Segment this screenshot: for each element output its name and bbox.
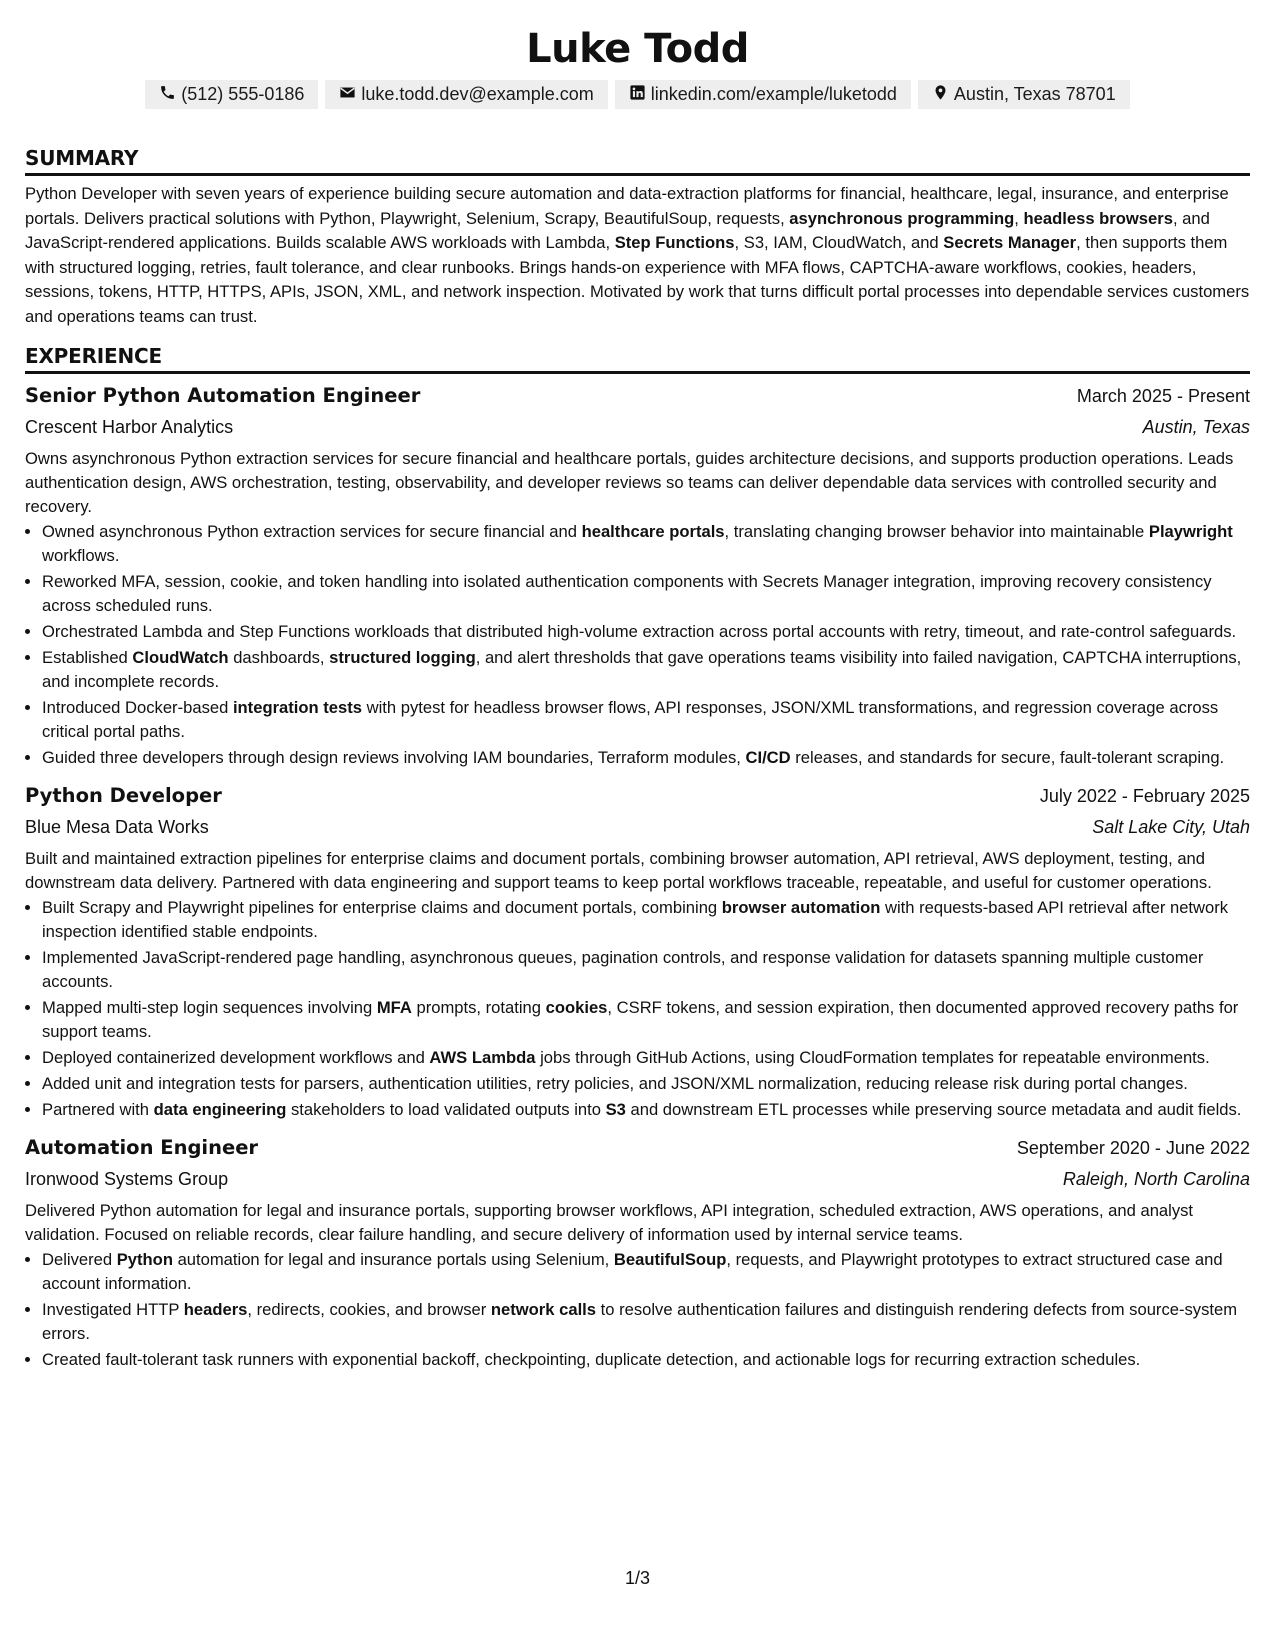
job-entry [25,380,1250,770]
job-title: Senior Python Automation Engineer [25,384,421,407]
contact-text: luke.todd.dev@example.com [361,84,594,104]
contact-email[interactable] [325,80,607,109]
job-entry [25,1132,1250,1372]
bullet-item: • Orchestrated Lambda and Step Functions workloads that distributed high-volume extraction across portal accounts with retry, timeout, and rate-control safeguards. [42,620,1250,644]
map-pin-icon [932,84,949,106]
contact-text: linkedin.com/example/luketodd [650,84,897,104]
bullet-item: • Created fault-tolerant task runners with exponential backoff, checkpointing, duplicate detection, and actionable logs for recurring extraction schedules. [42,1348,1250,1372]
job-title: Automation Engineer [25,1136,259,1159]
job-bullets [25,1248,1250,1372]
linkedin-icon [629,84,646,106]
job-dates: July 2022 - February 2025 [1039,786,1250,806]
job-dates: September 2020 - June 2022 [1016,1138,1250,1158]
bullet-item: • Partnered with data engineering stakeholders to load validated outputs into S3 and downstream ETL processes while preserving source metadata and audit fields. [42,1098,1250,1122]
job-description: Delivered Python automation for legal and insurance portals, supporting browser workflows, API integration, scheduled extraction, AWS operations, and analyst validation. Focused on reliable records, clear failure handling, and secure delivery of information used by internal service teams. [25,1201,1194,1244]
bullet-item: • Guided three developers through design reviews involving IAM boundaries, Terraform modules, CI/CD releases, and standards for secure, fault-tolerant scraping. [42,746,1250,770]
job-company: Blue Mesa Data Works [25,817,209,837]
bullet-item: • Implemented JavaScript-rendered page handling, asynchronous queues, pagination controls, and response validation for datasets spanning multiple customer accounts. [42,946,1250,994]
bullet-item: • Delivered Python automation for legal and insurance portals using Selenium, BeautifulSoup, requests, and Playwright prototypes to extract structured case and account information. [42,1248,1250,1296]
job-description: Built and maintained extraction pipelines for enterprise claims and document portals, combining browser automation, API retrieval, AWS deployment, testing, and downstream data delivery. Partnered with data engineering and support teams to keep portal workflows traceable, repeatable, and useful for customer operations. [25,849,1212,892]
envelope-icon [339,84,356,106]
bullet-item: • Established CloudWatch dashboards, structured logging, and alert thresholds that gave operations teams visibility into failed navigation, CAPTCHA interruptions, and incomplete records. [42,646,1250,694]
section-divider [25,173,1250,176]
bullet-item: • Deployed containerized development workflows and AWS Lambda jobs through GitHub Actions, using CloudFormation templates for repeatable environments. [42,1046,1250,1070]
job-company: Crescent Harbor Analytics [25,417,234,437]
bullet-item: • Introduced Docker-based integration tests with pytest for headless browser flows, API responses, JSON/XML transformations, and regression coverage across critical portal paths. [42,696,1250,744]
contact-text: (512) 555-0186 [181,84,305,104]
job-location: Salt Lake City, Utah [1092,817,1250,837]
contact-phone[interactable] [145,80,318,109]
section-title-experience: EXPERIENCE [25,344,162,368]
bullet-item: • Built Scrapy and Playwright pipelines for enterprise claims and document portals, combining browser automation with requests-based API retrieval after network inspection identified stable endpoints. [42,896,1250,944]
candidate-name: Luke Todd [526,26,749,72]
job-entry [25,780,1250,1122]
summary-section [25,145,1250,329]
bullet-item: • Reworked MFA, session, cookie, and token handling into isolated authentication components with Secrets Manager integration, improving recovery consistency across scheduled runs. [42,570,1250,618]
job-title: Python Developer [25,784,222,807]
bullet-item: • Added unit and integration tests for parsers, authentication utilities, retry policies, and JSON/XML normalization, reducing release risk during portal changes. [42,1072,1250,1096]
bullet-item: • Owned asynchronous Python extraction services for secure financial and healthcare portals, translating changing browser behavior into maintainable Playwright workflows. [42,520,1250,568]
bullet-item: • Investigated HTTP headers, redirects, cookies, and browser network calls to resolve authentication failures and distinguish rendering defects from source-system errors. [42,1298,1250,1346]
experience-section [25,343,1250,1372]
contact-linkedin[interactable] [615,80,911,109]
section-title-summary: SUMMARY [25,146,139,170]
job-bullets [25,520,1250,770]
phone-icon [159,84,176,106]
job-location: Raleigh, North Carolina [1062,1169,1250,1189]
bullet-item: • Mapped multi-step login sequences involving MFA prompts, rotating cookies, CSRF tokens, and session expiration, then documented approved recovery paths for support teams. [42,996,1250,1044]
job-dates: March 2025 - Present [1076,386,1250,406]
contact-location [918,80,1130,109]
summary-text: Python Developer with seven years of experience building secure automation and data-extraction platforms for financial, healthcare, legal, insurance, and enterprise portals. Delivers practical solutions with Python, Playwright, Selenium, Scrapy, BeautifulSoup, requests, asynchronous programming, headless browsers, and JavaScript-rendered applications. Builds scalable AWS workloads with Lambda, Step Functions, S3, IAM, CloudWatch, and Secrets Manager, then supports them with structured logging, retries, fault tolerance, and clear runbooks. Brings hands-on experience with MFA flows, CAPTCHA-aware workflows, cookies, headers, sessions, tokens, HTTP, HTTPS, APIs, JSON, XML, and network inspection. Motivated by work that turns difficult portal processes into dependable services customers and operations teams can trust. [25,184,1250,326]
section-divider [25,371,1250,374]
page-number: 1/3 [624,1568,651,1588]
job-company: Ironwood Systems Group [25,1169,229,1189]
job-location: Austin, Texas [1142,417,1250,437]
contact-text: Austin, Texas 78701 [953,84,1116,104]
job-description: Owns asynchronous Python extraction services for secure financial and healthcare portals, guides architecture decisions, and supports production operations. Leads authentication design, AWS orchestration, testing, observability, and developer reviews so teams can deliver dependable data services with controlled security and recovery. [25,449,1234,516]
contact-bar [25,80,1250,109]
job-bullets [25,896,1250,1122]
